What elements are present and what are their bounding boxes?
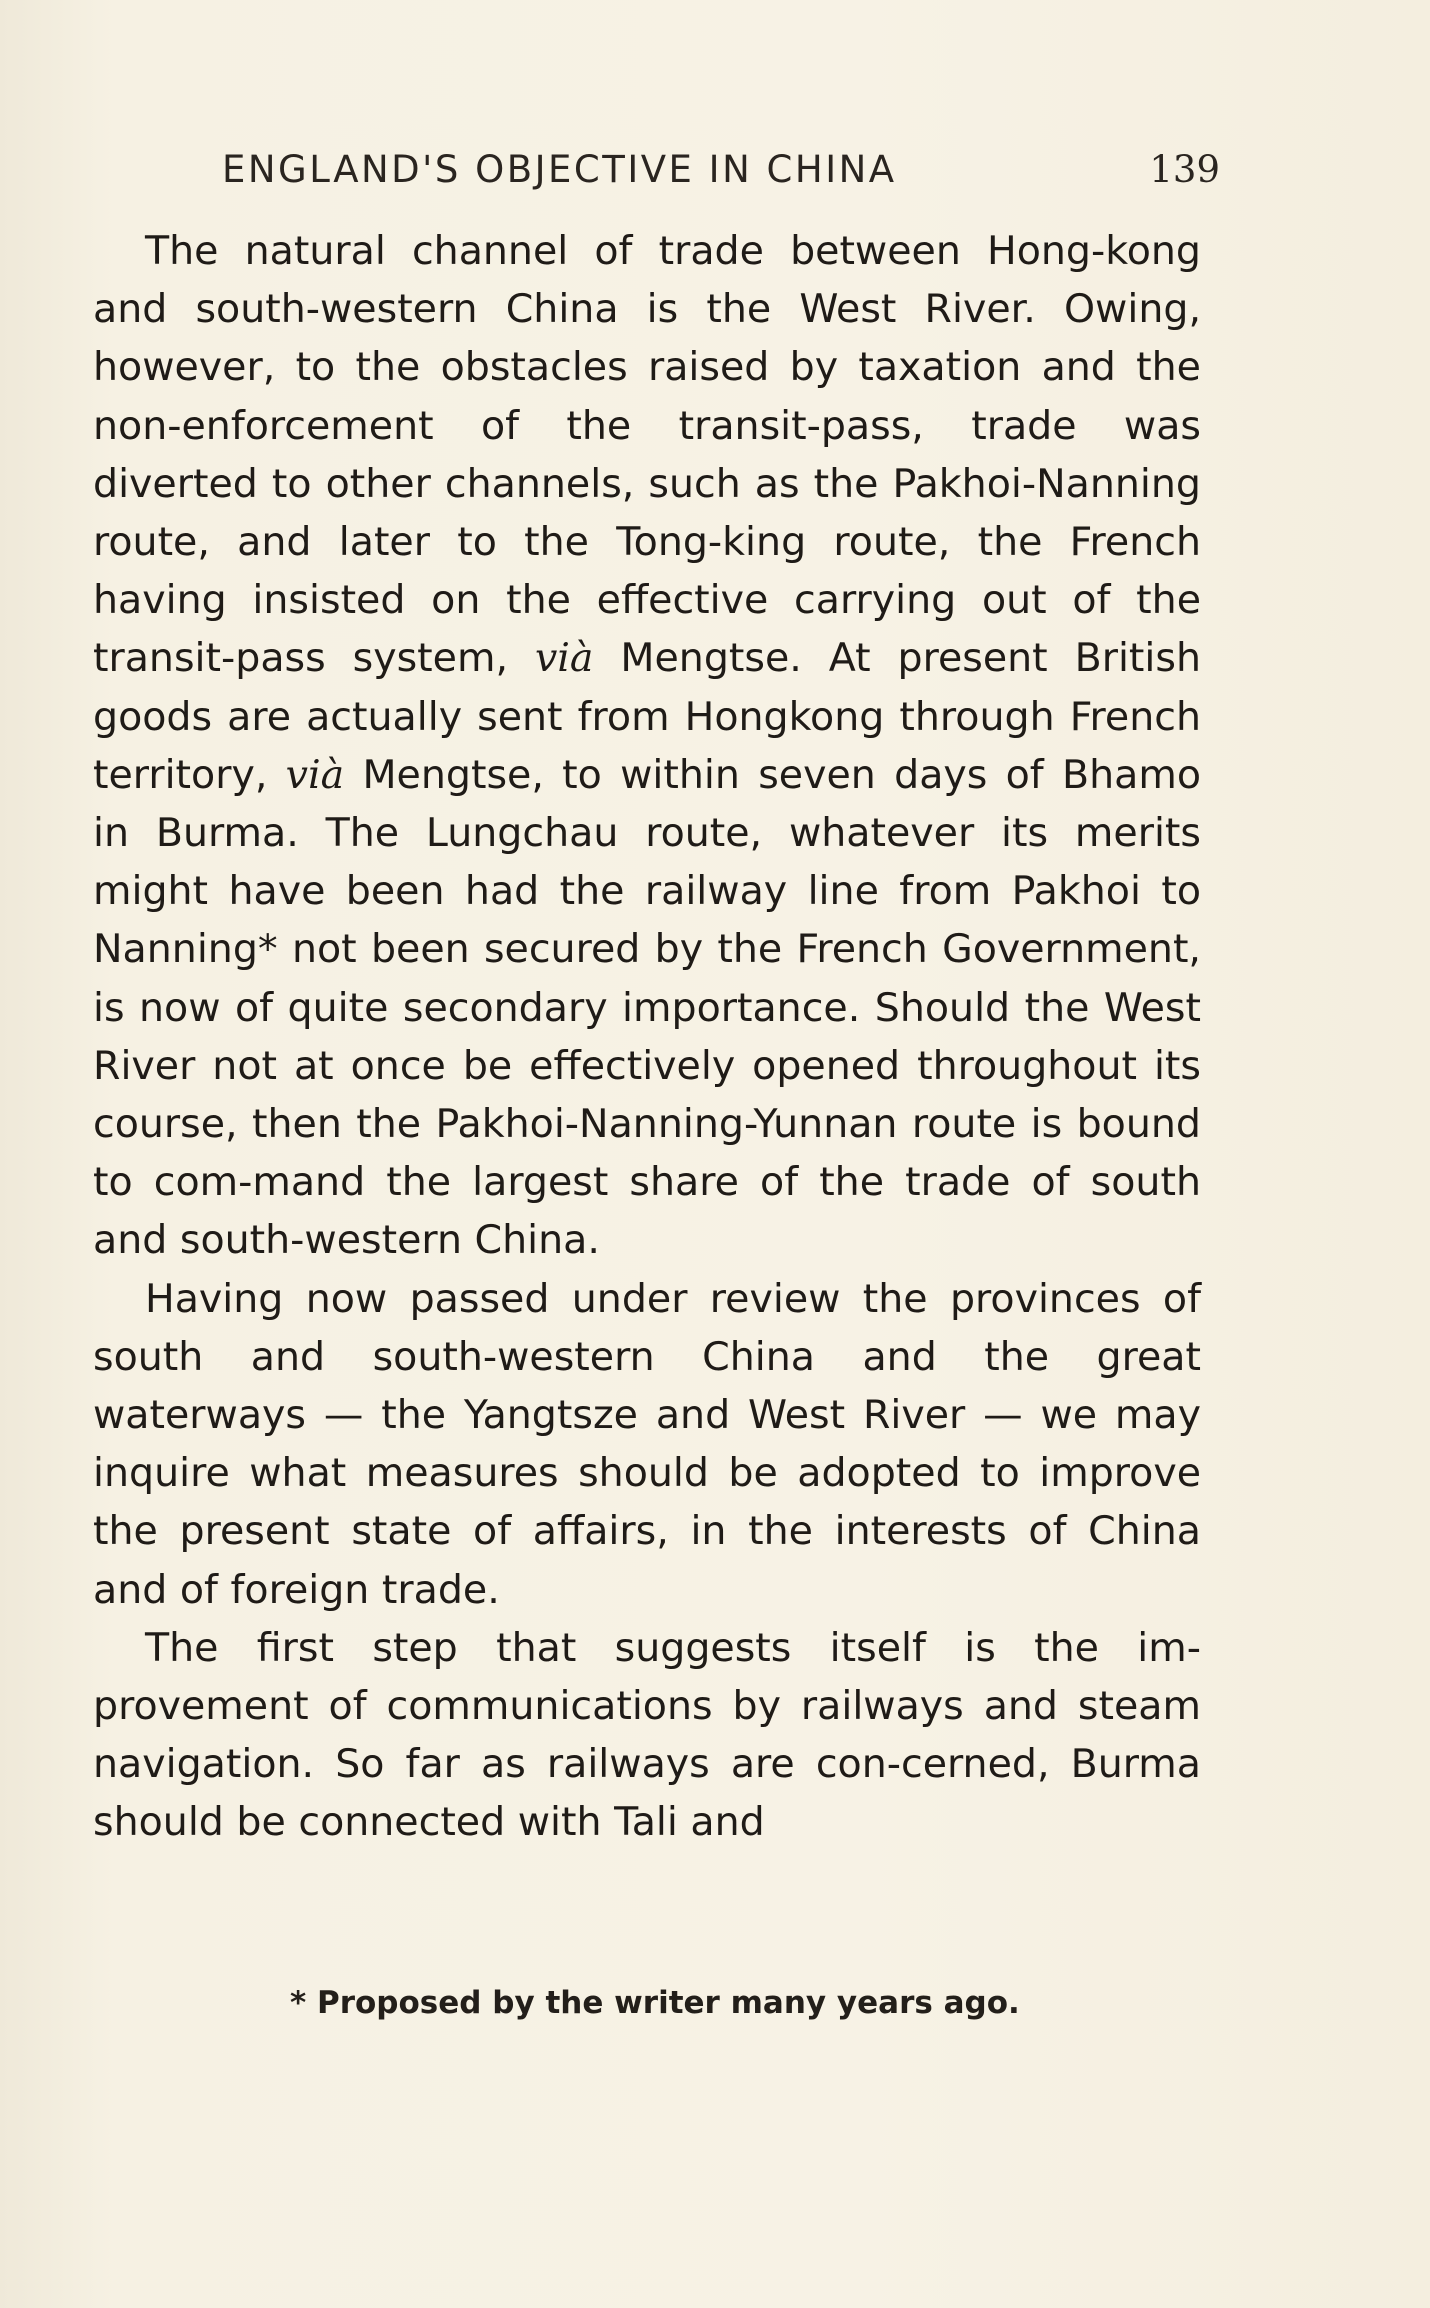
running-head-title: ENGLAND'S OBJECTIVE IN CHINA bbox=[222, 148, 897, 191]
body-text bbox=[93, 222, 1201, 1852]
paragraph-1-part-3: Mengtse, to within seven days of Bhamo in Burma. The Lungchau route, whatever its merits might have been had the railway line from Pakhoi to Nanning bbox=[93, 751, 1201, 973]
paragraph-1 bbox=[93, 222, 1201, 1270]
paragraph-3: The first step that suggests itself is the im-provement of communications by railways and steam navigation. So far as railways are con-cerned, Burma should be connected with Tali and bbox=[93, 1624, 1201, 1846]
footnote: * Proposed by the writer many years ago. bbox=[290, 1985, 1020, 2021]
paragraph-1-part-2: Mengtse. At present British goods are actually sent from Hongkong through French territory, bbox=[93, 635, 1201, 798]
paragraph-1-part-1: The natural channel of trade between Hong-kong and south-western China is the West River. Owing, however, to the obstacles raised by taxation and the non-enforcement of the transit-pass, trade was diverted to other channels, such as the Pakhoi-Nanning route, and later to the Tong-king route, the French having insisted on the effective carrying out of the transit-pass system, bbox=[93, 228, 1201, 682]
footnote-marker: * bbox=[257, 926, 278, 973]
running-head bbox=[222, 148, 1220, 208]
paragraph-2: Having now passed under review the provinces of south and south-western China and the great waterways — the Yangtsze and West River — we may inquire what measures should be adopted to improve the present state of affairs, in the interests of China and of foreign trade. bbox=[93, 1275, 1201, 1613]
page-number: 139 bbox=[1149, 148, 1220, 191]
paragraph-1-via-2: vià bbox=[285, 751, 345, 798]
paragraph-1-via-1: vià bbox=[534, 635, 594, 682]
paragraph-1-part-4: not been secured by the French Government, is now of quite secondary importance. Should the West River not at once be effectively opened throughout its course, then the Pakhoi-Nanning-Yunnan route is bound to com-mand the largest share of the trade of south and south-western China. bbox=[93, 926, 1201, 1264]
